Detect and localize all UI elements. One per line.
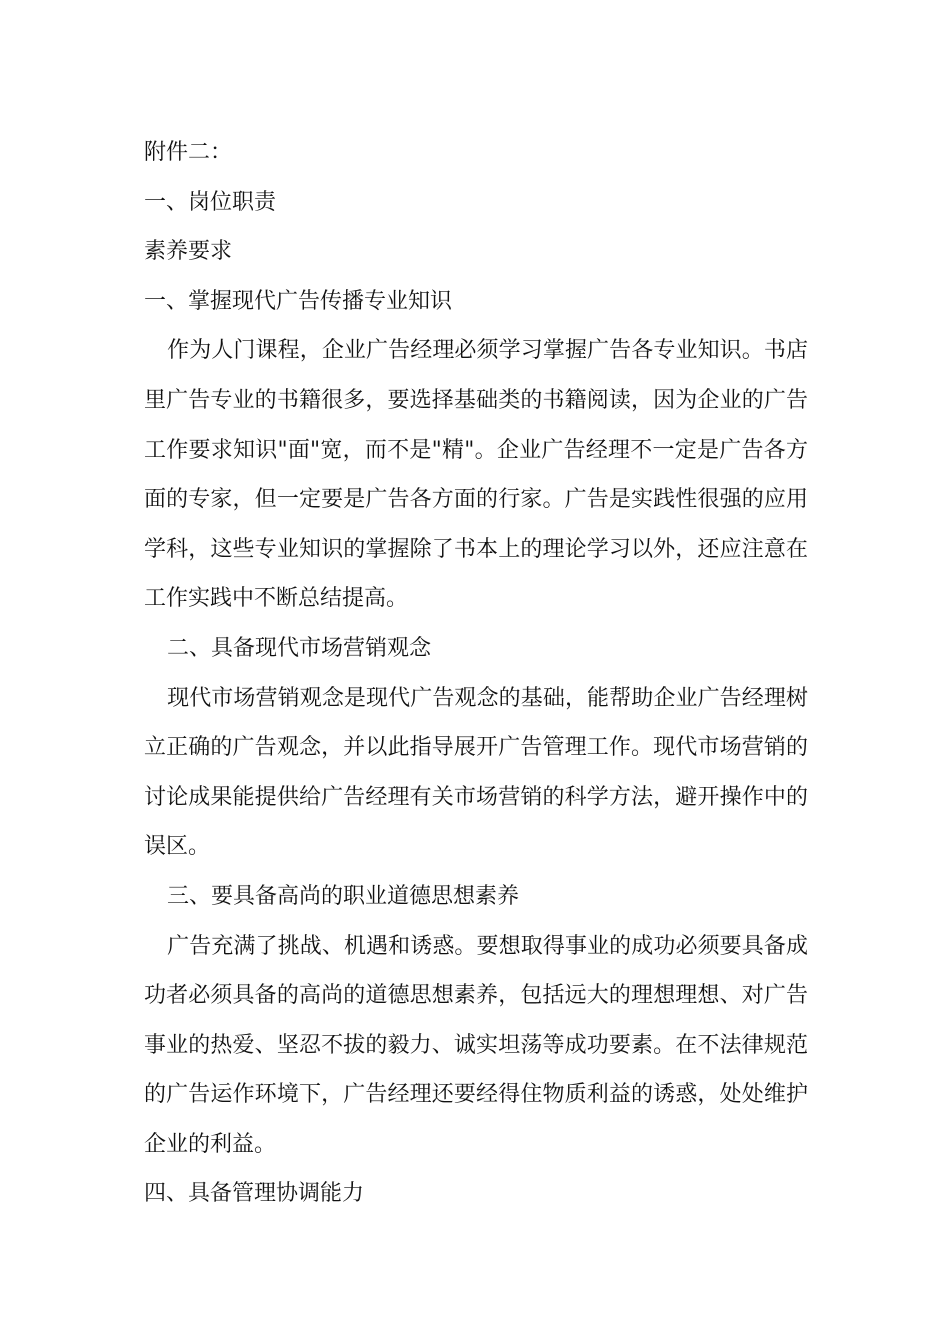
- item2-heading: 二、具备现代市场营销观念: [167, 635, 432, 661]
- item1-heading: 一、掌握现代广告传播专业知识: [144, 288, 453, 314]
- subsection-heading: 素养要求: [144, 239, 233, 265]
- document-body: [144, 128, 808, 1219]
- item3-paragraph: 广告充满了挑战、机遇和诱惑。要想取得事业的成功必须要具备成功者必须具备的高尚的道德思想素养，包括远大的理想理想、对广告事业的热爱、坚忍不拔的毅力、诚实坦荡等成功要素。在不法律规范的广告运作环境下，广告经理还要经得住物质利益的诱惑，处处维护企业的利益。: [144, 933, 808, 1157]
- section-heading: 一、岗位职责: [144, 189, 277, 215]
- item2-paragraph: 现代市场营销观念是现代广告观念的基础，能帮助企业广告经理树立正确的广告观念，并以此指导展开广告管理工作。现代市场营销的讨论成果能提供给广告经理有关市场营销的科学方法，避开操作中的误区。: [144, 685, 808, 860]
- item4-heading: 四、具备管理协调能力: [144, 1181, 365, 1207]
- item3-heading: 三、要具备高尚的职业道德思想素养: [167, 883, 520, 909]
- item1-paragraph: 作为人门课程，企业广告经理必须学习掌握广告各专业知识。书店里广告专业的书籍很多，要选择基础类的书籍阅读，因为企业的广告工作要求知识"面"宽，而不是"精"。企业广告经理不一定是广告各方面的专家，但一定要是广告各方面的行家。广告是实践性很强的应用学科，这些专业知识的掌握除了书本上的理论学习以外，还应注意在工作实践中不断总结提高。: [144, 338, 808, 612]
- attachment-label: 附件二：: [144, 140, 233, 165]
